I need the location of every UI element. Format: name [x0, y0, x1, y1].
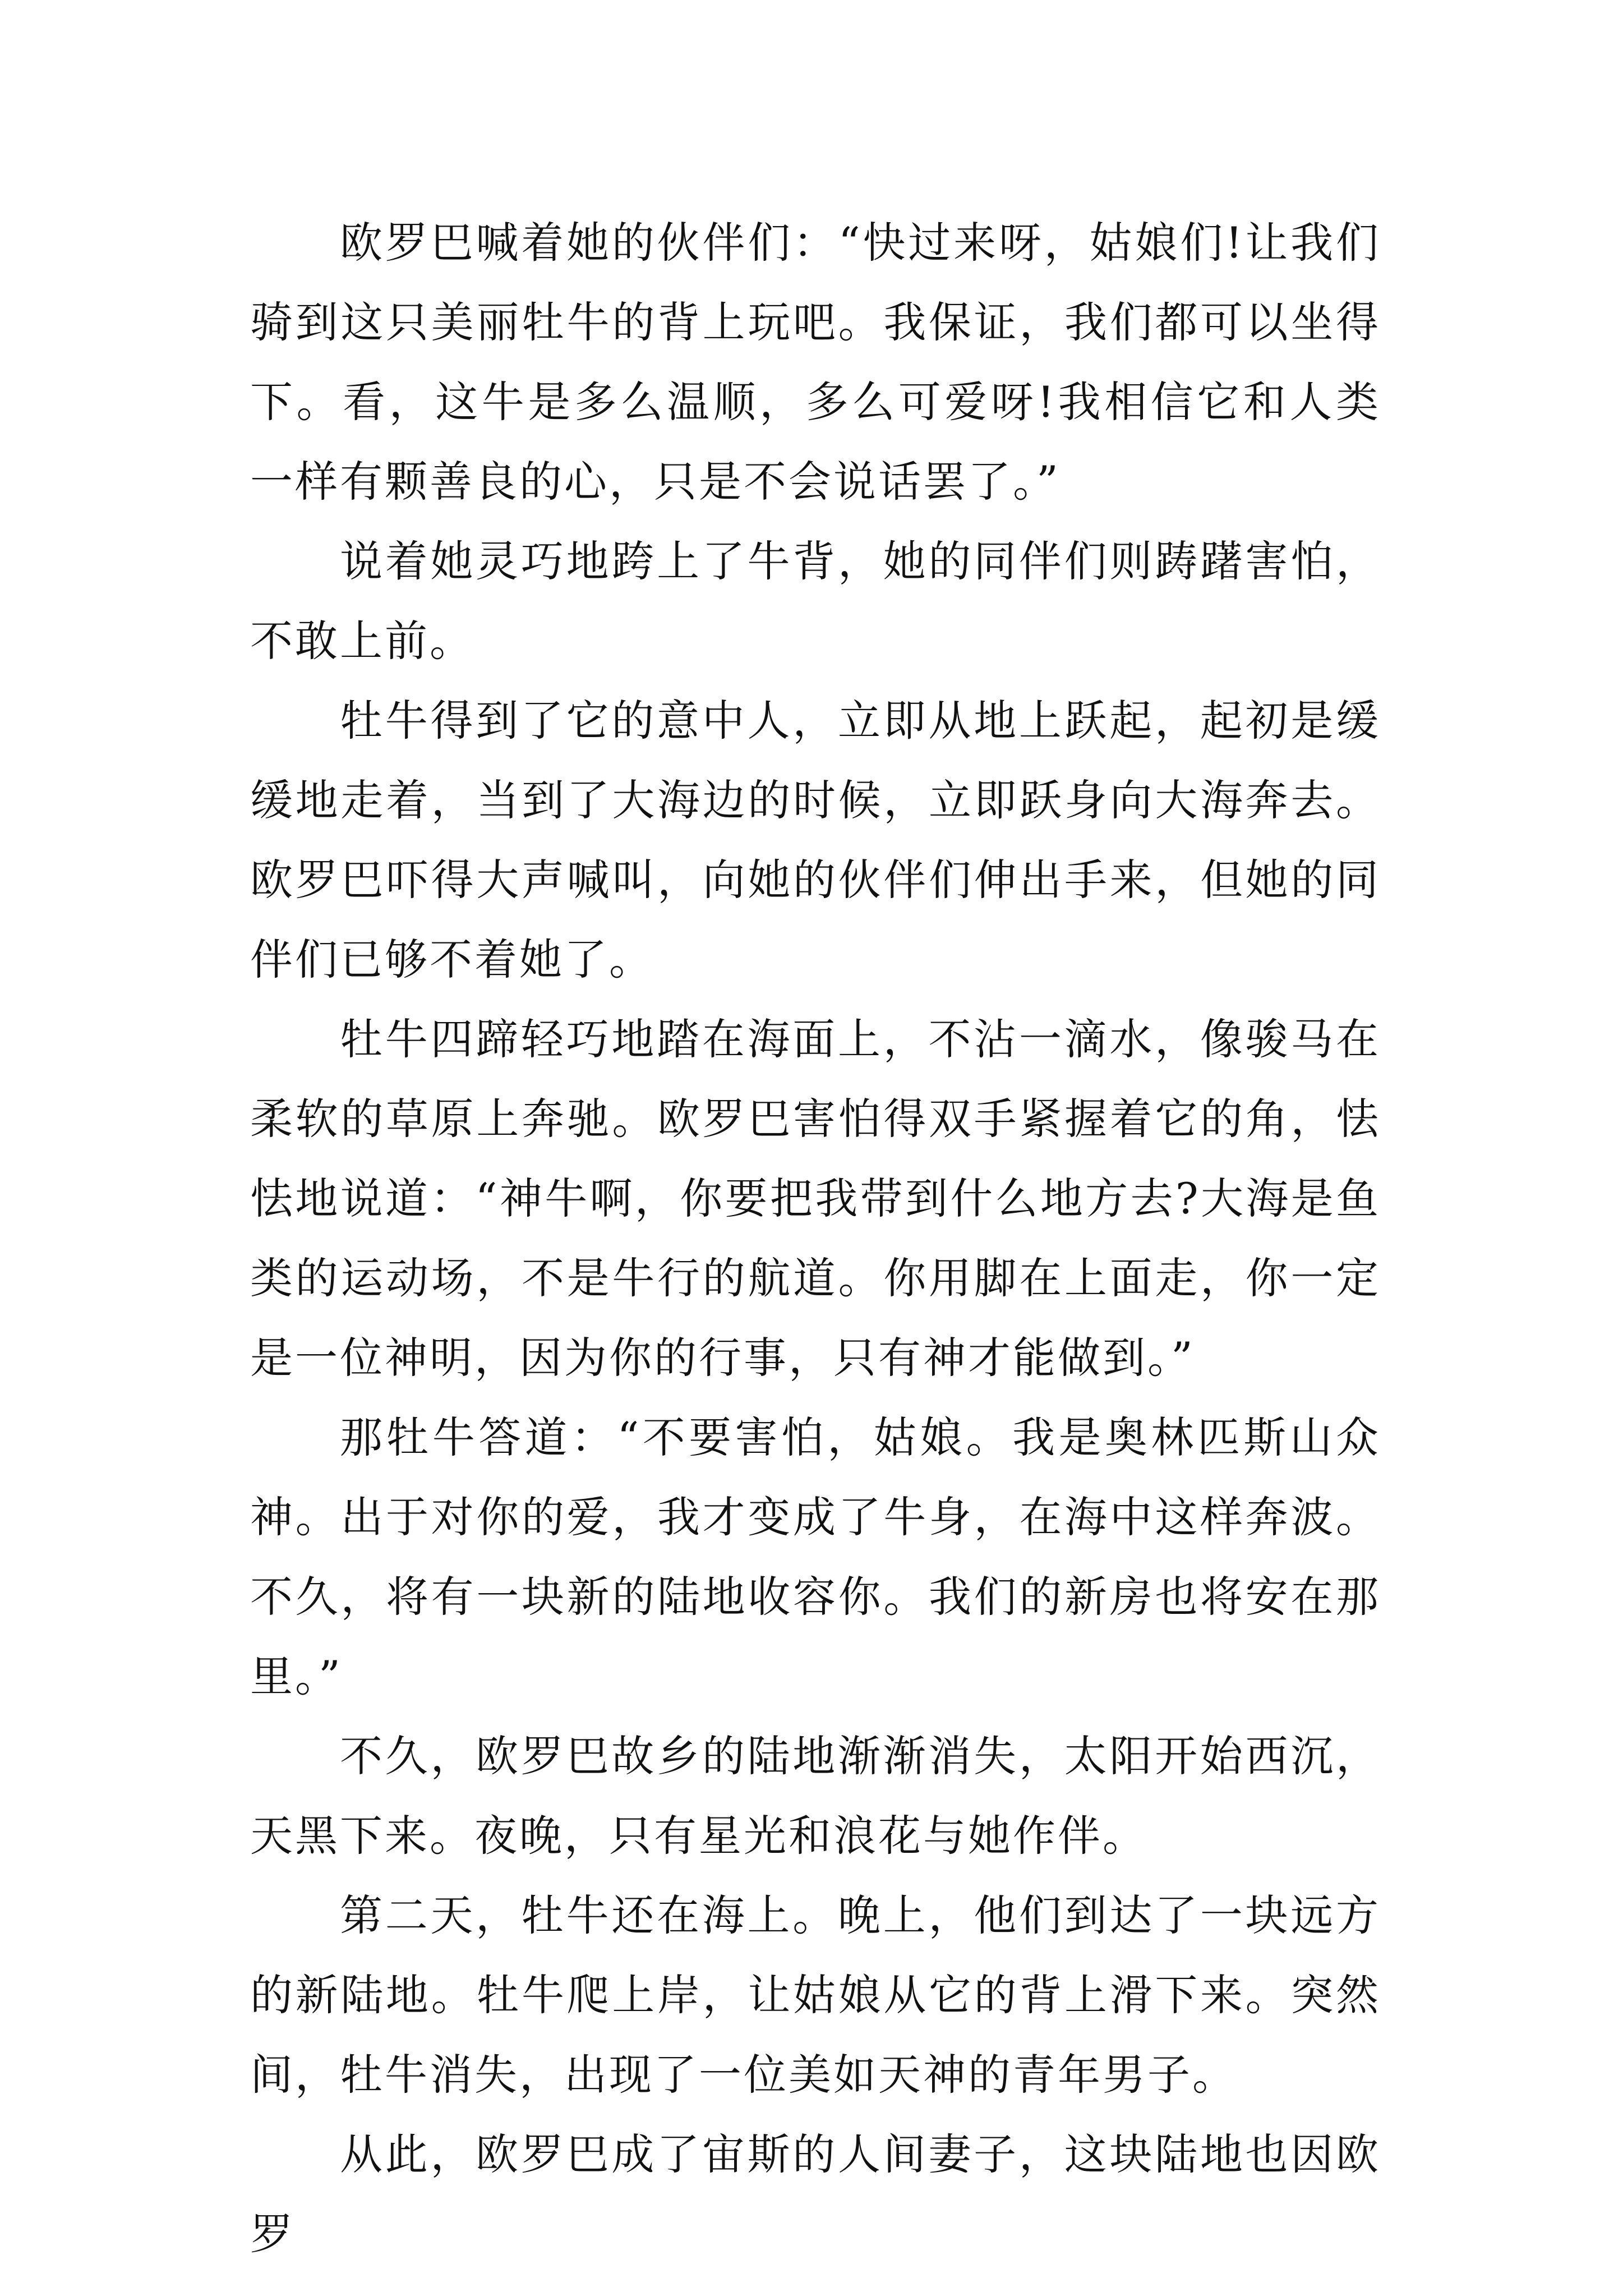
paragraph-6: 不久，欧罗巴故乡的陆地渐渐消失，太阳开始西沉，天黑下来。夜晚，只有星光和浪花与她作伴。	[250, 1731, 1381, 1861]
story-text	[250, 203, 1381, 2274]
paragraph-3: 牡牛得到了它的意中人，立即从地上跃起，起初是缓缓地走着，当到了大海边的时候，立即跃身向大海奔去。欧罗巴吓得大声喊叫，向她的伙伴们伸出手来，但她的同伴们已够不着她了。	[250, 696, 1381, 984]
paragraph-8: 从此，欧罗巴成了宙斯的人间妻子，这块陆地也因欧罗	[250, 2129, 1381, 2259]
paragraph-5: 那牡牛答道：“不要害怕，姑娘。我是奥林匹斯山众神。出于对你的爱，我才变成了牛身，在海中这样奔波。不久，将有一块新的陆地收容你。我们的新房也将安在那里。”	[250, 1412, 1381, 1701]
paragraph-2: 说着她灵巧地跨上了牛背，她的同伴们则踌躇害怕，不敢上前。	[250, 536, 1381, 666]
paragraph-1: 欧罗巴喊着她的伙伴们：“快过来呀，姑娘们!让我们骑到这只美丽牡牛的背上玩吧。我保证，我们都可以坐得下。看，这牛是多么温顺，多么可爱呀!我相信它和人类一样有颗善良的心，只是不会说话罢了。”	[250, 218, 1381, 507]
paragraph-7: 第二天，牡牛还在海上。晚上，他们到达了一块远方的新陆地。牡牛爬上岸，让姑娘从它的背上滑下来。突然间，牡牛消失，出现了一位美如天神的青年男子。	[250, 1890, 1381, 2100]
paragraph-4: 牡牛四蹄轻巧地踏在海面上，不沾一滴水，像骏马在柔软的草原上奔驰。欧罗巴害怕得双手紧握着它的角，怯怯地说道：“神牛啊，你要把我带到什么地方去?大海是鱼类的运动场，不是牛行的航道。你用脚在上面走，你一定是一位神明，因为你的行事，只有神才能做到。”	[250, 1014, 1381, 1383]
